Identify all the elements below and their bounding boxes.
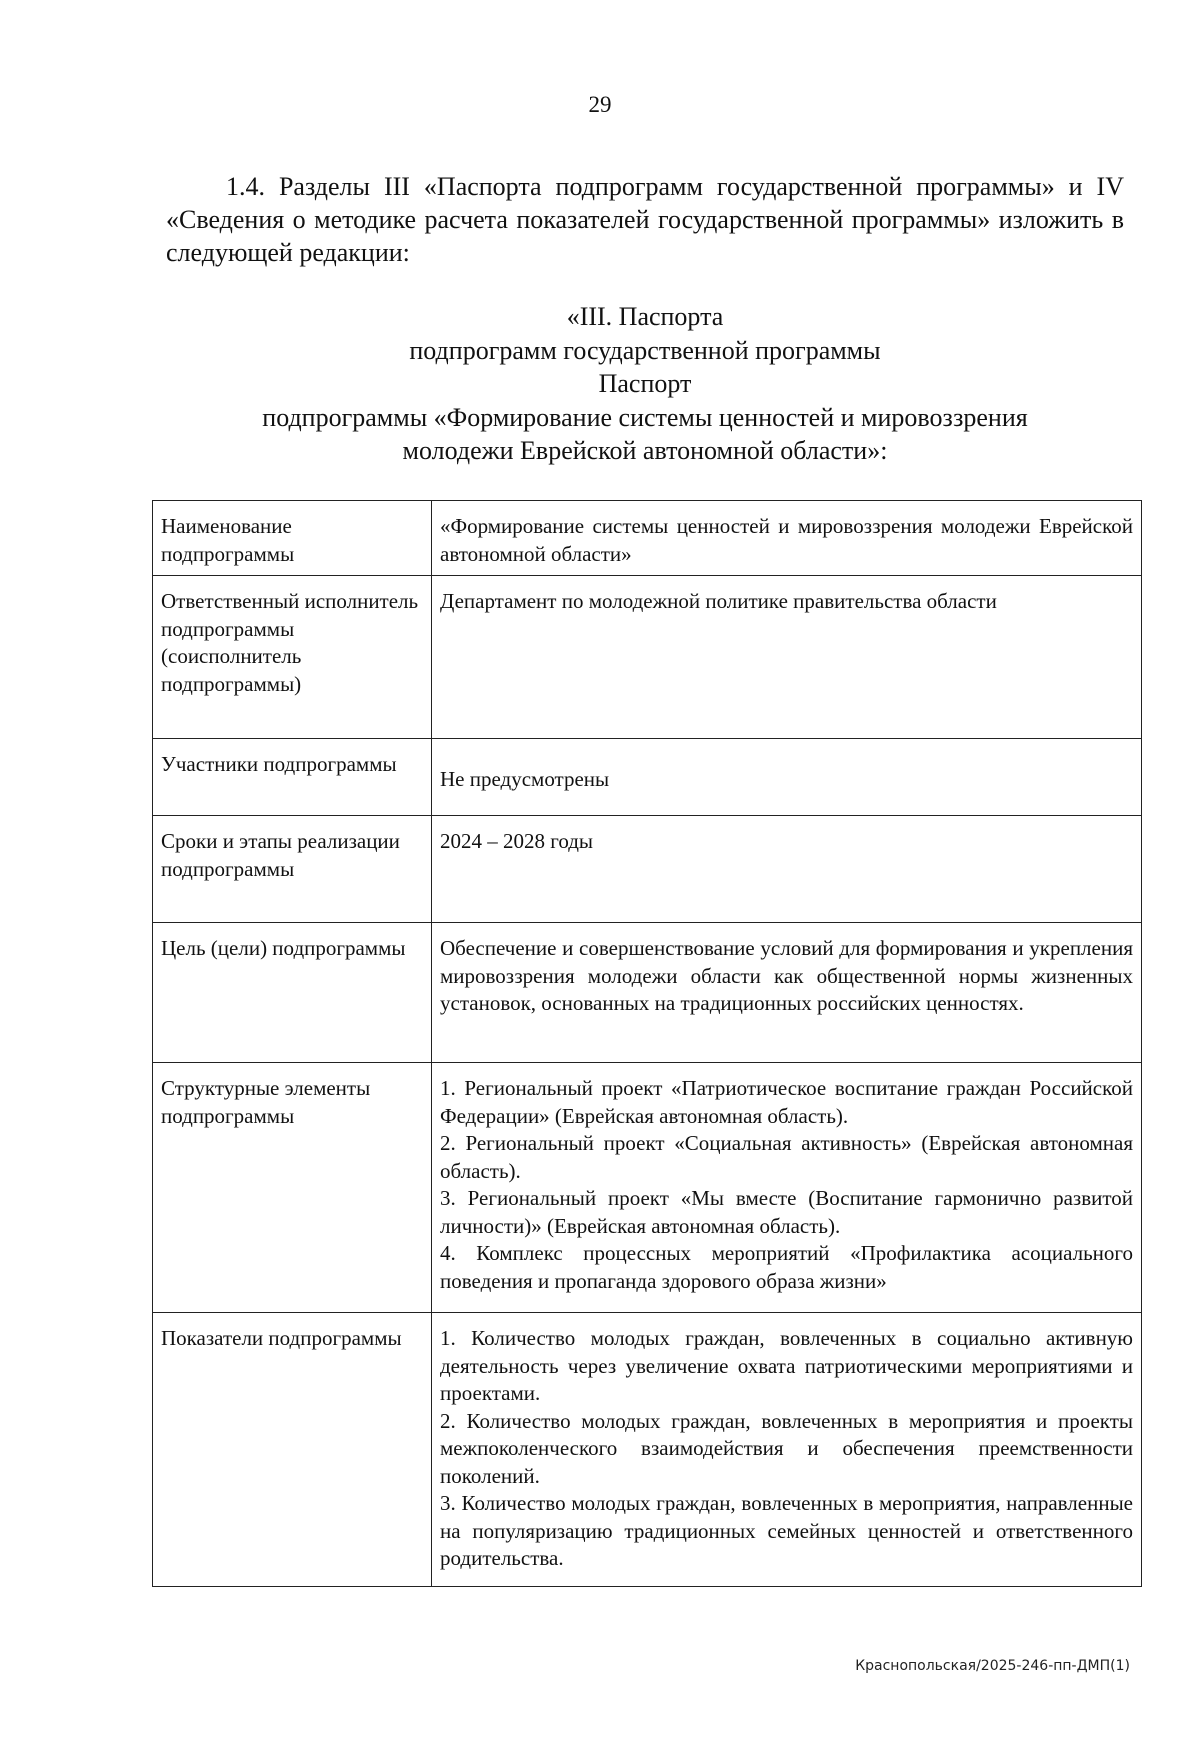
heading-line: молодежи Еврейской автономной области»: [402,436,888,465]
table-row [153,923,1142,1063]
row-value [432,1313,1142,1587]
table-row [153,1313,1142,1587]
heading-line: подпрограмм государственной программы [409,335,881,365]
table-row [153,1063,1142,1313]
row-value [432,1063,1142,1313]
value-paragraph: «Формирование системы ценностей и мировоззрения молодежи Еврейской автономной области» [440,514,1133,566]
intro-paragraph: 1.4. Разделы III «Паспорта подпрограмм государственной программы» и IV «Сведения о методике расчета показателей государственной программы» изложить в следующей редакции: [166,172,1124,267]
value-paragraph: 2. Количество молодых граждан, вовлеченных в мероприятия и проекты межпоколенческого взаимодействия и обеспечения преемственности поколений. [440,1408,1133,1488]
table-row [153,816,1142,923]
row-label: Сроки и этапы реализации подпрограммы [153,816,432,923]
row-label: Ответственный исполнитель подпрограммы (соисполнитель подпрограммы) [153,576,432,739]
value-paragraph: 2024 – 2028 годы [440,829,594,853]
row-label: Наименование подпрограммы [153,501,432,576]
row-label: Показатели подпрограммы [153,1313,432,1587]
document-footer-code: Краснопольская/2025-246-пп-ДМП(1) [855,1658,1130,1674]
value-paragraph: 4. Комплекс процессных мероприятий «Профилактика асоциального поведения и пропаганда здорового образа жизни» [440,1241,1133,1293]
row-label: Структурные элементы подпрограммы [153,1063,432,1313]
row-value [432,923,1142,1063]
row-value [432,739,1142,816]
row-value [432,501,1142,576]
table-row [153,576,1142,739]
table-row [153,739,1142,816]
value-paragraph: Не предусмотрены [440,767,610,792]
value-paragraph: 2. Региональный проект «Социальная активность» (Еврейская автономная область). [440,1131,1133,1183]
heading-line: «III. Паспорта [566,302,724,331]
heading-line: Паспорт [598,369,692,398]
page-number: 29 [588,92,612,117]
value-paragraph: 3. Региональный проект «Мы вместе (Воспитание гармонично развитой личности)» (Еврейская автономная область). [440,1186,1133,1238]
value-paragraph: 1. Количество молодых граждан, вовлеченных в социально активную деятельность через увеличение охвата патриотическими мероприятиями и проектами. [440,1326,1133,1405]
row-value [432,576,1142,739]
value-paragraph: Департамент по молодежной политике правительства области [440,589,997,613]
section-heading [150,300,1140,468]
value-paragraph: 3. Количество молодых граждан, вовлеченных в мероприятия, направленные на популяризацию традиционных семейных ценностей и ответственного родительства. [440,1491,1133,1570]
row-value [432,816,1142,923]
heading-line: подпрограммы «Формирование системы ценностей и мировоззрения [262,402,1028,432]
table-row [153,501,1142,576]
row-label: Участники подпрограммы [153,739,432,816]
row-label: Цель (цели) подпрограммы [153,923,432,1063]
value-paragraph: 1. Региональный проект «Патриотическое воспитание граждан Российской Федерации» (Еврейская автономная область). [440,1076,1133,1128]
value-paragraph: Обеспечение и совершенствование условий для формирования и укрепления мировоззрения молодежи области как общественной нормы жизненных установок, основанных на традиционных российских ценностях. [440,936,1133,1015]
passport-table [152,500,1142,1587]
